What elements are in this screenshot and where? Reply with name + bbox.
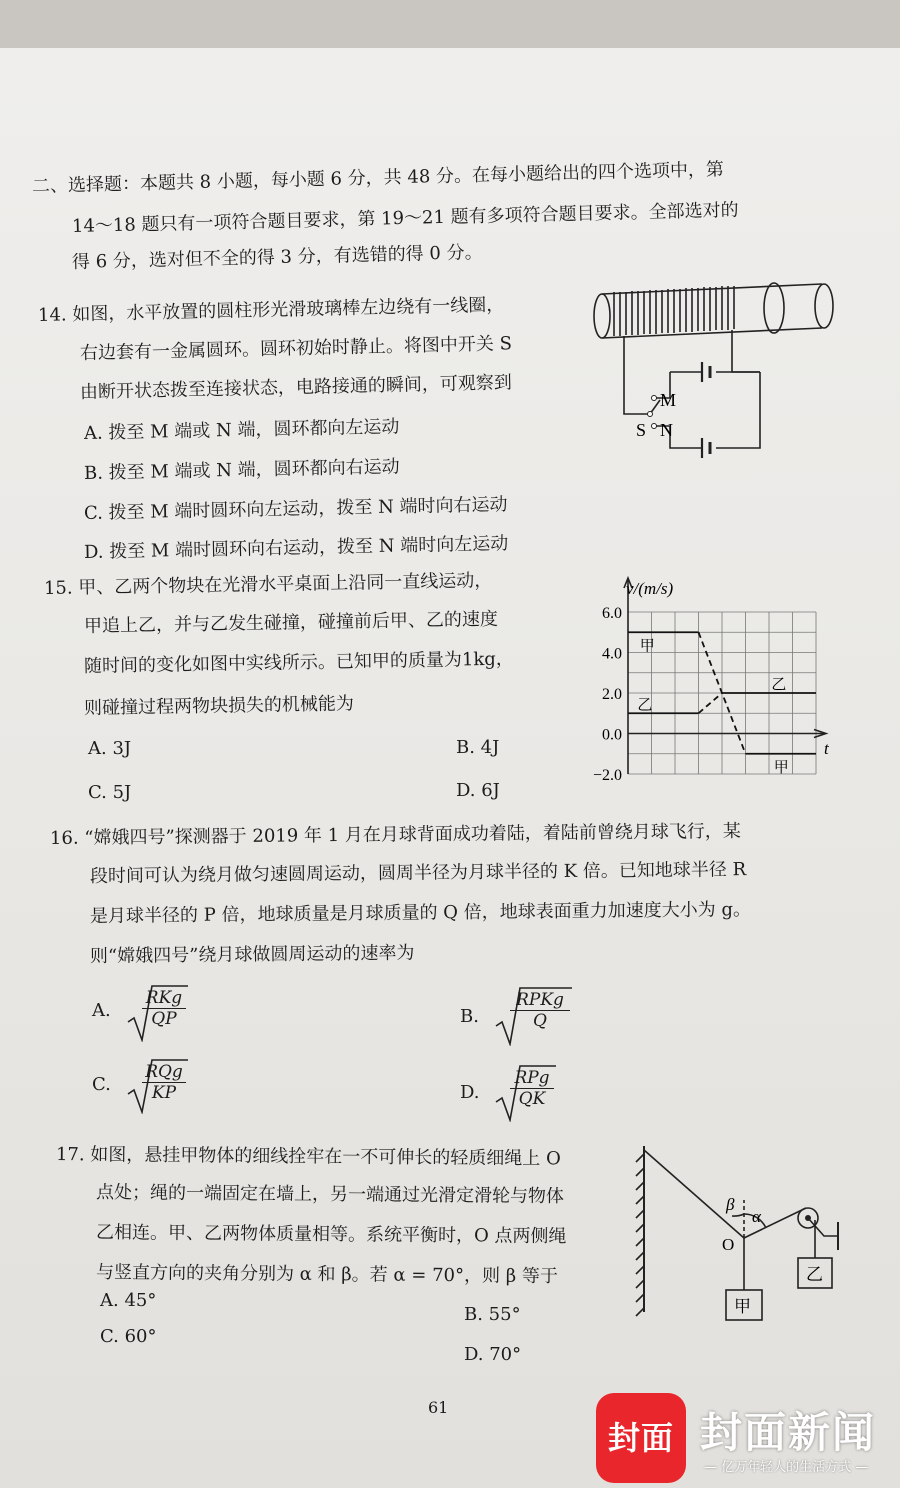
q16-option-b-letter: B. — [460, 1006, 479, 1027]
q16-b-numerator: RPKg — [510, 990, 570, 1011]
q16-c-numerator: RQg — [142, 1062, 186, 1083]
q17-option-d: D. 70° — [464, 1344, 522, 1365]
q16-line-1: 16. “嫦娥四号”探测器于 2019 年 1 月在月球背面成功着陆，着陆前曾绕月球飞行，某 — [49, 820, 741, 849]
chart-axes — [624, 578, 826, 774]
q15-line-4: 则碰撞过程两物块损失的机械能为 — [83, 693, 355, 719]
q14-option-b: B. 拨至 M 端或 N 端，圆环都向右运动 — [83, 456, 400, 484]
q17-line-4: 与竖直方向的夹角分别为 α 和 β。若 α = 70°，则 β 等于 — [95, 1262, 558, 1288]
series-label: 乙 — [771, 675, 787, 693]
q14-coil-circuit-figure — [592, 276, 842, 476]
switch-s-label: S — [636, 420, 647, 440]
watermark-brand-name: 封面新闻 — [700, 1408, 877, 1457]
q17-option-c: C. 60° — [100, 1326, 157, 1347]
q14-line-2: 右边套有一金属圆环。圆环初始时静止。将图中开关 S — [79, 333, 513, 364]
q16-a-denominator: QP — [151, 1009, 177, 1029]
rod-right-end — [815, 284, 833, 328]
chart-y-ticks — [593, 605, 622, 784]
q16-option-c-letter: C. — [92, 1074, 111, 1095]
series-label: 乙 — [637, 695, 653, 714]
q14-option-a: A. 拨至 M 端或 N 端，圆环都向左运动 — [83, 416, 400, 444]
rope-to-wall — [644, 1150, 744, 1238]
q16-option-a-letter: A. — [92, 1000, 111, 1021]
rod-top-edge — [602, 284, 822, 294]
coil-windings — [614, 286, 734, 336]
wire-left — [624, 336, 650, 414]
q16-option-d-letter: D. — [460, 1082, 480, 1103]
switch-n-label: N — [660, 420, 673, 440]
q16-line-3: 是月球半径的 P 倍，地球质量是月球质量的 Q 倍，地球表面重力加速度大小为 g。 — [89, 899, 752, 927]
series-yi-segment — [699, 693, 723, 713]
section-line-3: 得 6 分，选对但不全的得 3 分，有选错的得 0 分。 — [71, 241, 483, 273]
q16-b-denominator: Q — [533, 1011, 547, 1031]
y-tick-label: −2.0 — [592, 767, 622, 784]
section-line-2: 14～18 题只有一项符合题目要求，第 19～21 题有多项符合题目要求。全部选对的 — [71, 199, 739, 237]
page-number: 61 — [428, 1398, 449, 1417]
q15-option-c: C. 5J — [88, 782, 132, 803]
series-label: 甲 — [639, 636, 655, 655]
q15-velocity-time-chart — [580, 572, 850, 784]
block-jia-label: 甲 — [734, 1297, 751, 1317]
q15-line-2: 甲追上乙，并与乙发生碰撞，碰撞前后甲、乙的速度 — [83, 608, 499, 637]
y-tick-label: 4.0 — [602, 645, 622, 663]
y-tick-label: 6.0 — [602, 605, 622, 622]
y-tick-label: 2.0 — [602, 686, 622, 703]
q17-line-1: 17. 如图，悬挂甲物体的细线拴牢在一不可伸长的轻质细绳上 O — [55, 1144, 561, 1170]
q14-option-c: C. 拨至 M 端时圆环向左运动，拨至 N 端时向右运动 — [83, 494, 508, 524]
q15-option-a: A. 3J — [88, 738, 132, 759]
q14-line-1: 14. 如图，水平放置的圆柱形光滑玻璃棒左边绕有一线圈， — [37, 294, 505, 326]
q14-option-d: D. 拨至 M 端时圆环向右运动，拨至 N 端时向左运动 — [83, 533, 509, 563]
q15-option-d: D. 6J — [456, 780, 500, 801]
switch-m-label: M — [660, 390, 677, 410]
angle-alpha-label: α — [752, 1207, 761, 1226]
section-line-1: 二、选择题：本题共 8 小题，每小题 6 分，共 48 分。在每小题给出的四个选项中，第 — [31, 159, 725, 197]
q16-d-denominator: QK — [518, 1089, 546, 1109]
y-tick-label: 0.0 — [602, 726, 622, 744]
watermark-logo-icon: 封面 — [596, 1393, 686, 1483]
wire-right — [732, 330, 760, 372]
q15-line-3: 随时间的变化如图中实线所示。已知甲的质量为1kg， — [83, 648, 514, 677]
q16-c-denominator: KP — [151, 1083, 177, 1103]
block-yi-label: 乙 — [806, 1265, 823, 1285]
q17-line-2: 点处；绳的一端固定在墙上，另一端通过光滑定滑轮与物体 — [95, 1182, 565, 1208]
rod-left-end — [594, 294, 610, 338]
q17-line-3: 乙相连。甲、乙两物体质量相等。系统平衡时，O 点两侧绳 — [95, 1222, 567, 1248]
q14-line-3: 由断开状态拨至连接状态，电路接通的瞬间，可观察到 — [79, 372, 513, 403]
q16-line-2: 段时间可认为绕月做匀速圆周运动，圆周半径为月球半径的 K 倍。已知地球半径 R — [89, 859, 747, 887]
q17-option-a: A. 45° — [100, 1290, 157, 1311]
point-o-label: O — [722, 1235, 735, 1254]
rod-bottom-edge — [602, 328, 822, 338]
chart-x-axis-label: t — [824, 739, 829, 758]
metal-ring — [764, 283, 784, 333]
angle-beta-label: β — [726, 1195, 735, 1214]
series-label: 甲 — [773, 757, 789, 776]
q15-line-1: 15. 甲、乙两个物块在光滑水平桌面上沿同一直线运动， — [43, 570, 493, 599]
wall-hatching — [636, 1154, 644, 1316]
q17-pulley-figure — [620, 1140, 860, 1340]
q15-option-b: B. 4J — [456, 737, 500, 758]
q17-option-b: B. 55° — [464, 1304, 521, 1325]
q16-a-numerator: RKg — [142, 988, 186, 1009]
q16-line-4: 则“嫦娥四号”绕月球做圆周运动的速率为 — [89, 942, 415, 967]
q16-d-numerator: RPg — [510, 1068, 554, 1089]
wire-right-down — [716, 372, 760, 448]
chart-y-axis-label: v/(m/s) — [626, 579, 674, 598]
watermark-slogan: — 亿万年轻人的生活方式 — — [704, 1460, 869, 1475]
